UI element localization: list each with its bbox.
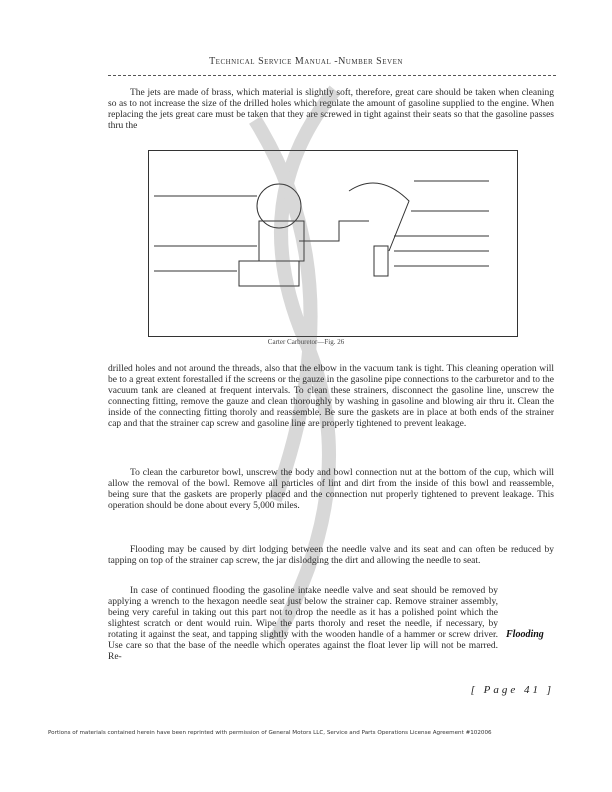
paragraph-4 bbox=[108, 545, 554, 567]
page-number: [ Page 41 ] bbox=[470, 684, 554, 696]
side-heading: Flooding bbox=[506, 629, 544, 640]
paragraph-3 bbox=[108, 468, 554, 512]
paragraph-2: drilled holes and not around the threads, also that the elbow in the vacuum tank is tight. This cleaning operation will be to a great extent forestalled if the screens or the gauze in the gasoline pipe connections to the carburetor and to the vacuum tank are cleaned at frequent intervals. To clean these strainers, disconnect the gasoline line, unscrew the connecting fitting, remove the gauze and clean thoroughly by washing in gasoline and blowing air thru it. Clean the inside of the connecting fitting thoroly and reassemble. Be sure the gaskets are in place at both ends of the strainer cap and that the strainer cap screw and gasoline line are properly tightened to prevent leakage. bbox=[108, 364, 554, 429]
paragraph-text: The jets are made of brass, which material is slightly soft, therefore, great care should be taken when cleaning so as to not increase the size of the drilled holes which regulate the amount of gasoline supplied to the engine. When replacing the jets great care must be taken that they are screwed in tight against their seats so that the gasoline passes thru the bbox=[108, 88, 554, 131]
paragraph-text: In case of continued flooding the gasoline intake needle valve and seat should be removed by applying a wrench to the hexagon needle seat just below the strainer cap. Remove strainer assembly, being very careful in taking out this part not to drop the needle as it has a polished point which the slightest scratch or dent would ruin. Wipe the parts thoroly and reset the needle, if necessary, by rotating it against the seat, and tapping slightly with the wooden handle of a hammer or screw driver. Use care so that the base of the needle which operates against the float lever lip will not be marred. Re- bbox=[108, 586, 498, 662]
footer-notice: Portions of materials contained herein have been reprinted with permission of General Motors LLC, Service and Parts Operations License Agreement #102006 bbox=[48, 730, 492, 736]
header-rule bbox=[108, 75, 556, 76]
paragraph-5 bbox=[108, 586, 498, 663]
page-header: Technical Service Manual -Number Seven bbox=[209, 56, 403, 67]
figure-caption: Carter Carburetor—Fig. 26 bbox=[267, 338, 345, 346]
paragraph-text: To clean the carburetor bowl, unscrew the body and bowl connection nut at the bottom of the cup, which will allow the removal of the bowl. Remove all particles of lint and dirt from the inside of this bowl and reassemble, being sure that the gaskets are properly placed and the connection nut properly tightened to prevent leakage. This operation should be done about every 5,000 miles. bbox=[108, 468, 554, 511]
paragraph-text: Flooding may be caused by dirt lodging between the needle valve and its seat and can often be reduced by tapping on top of the strainer cap screw, the jar dislodging the dirt and allowing the needle to seat. bbox=[108, 545, 554, 566]
